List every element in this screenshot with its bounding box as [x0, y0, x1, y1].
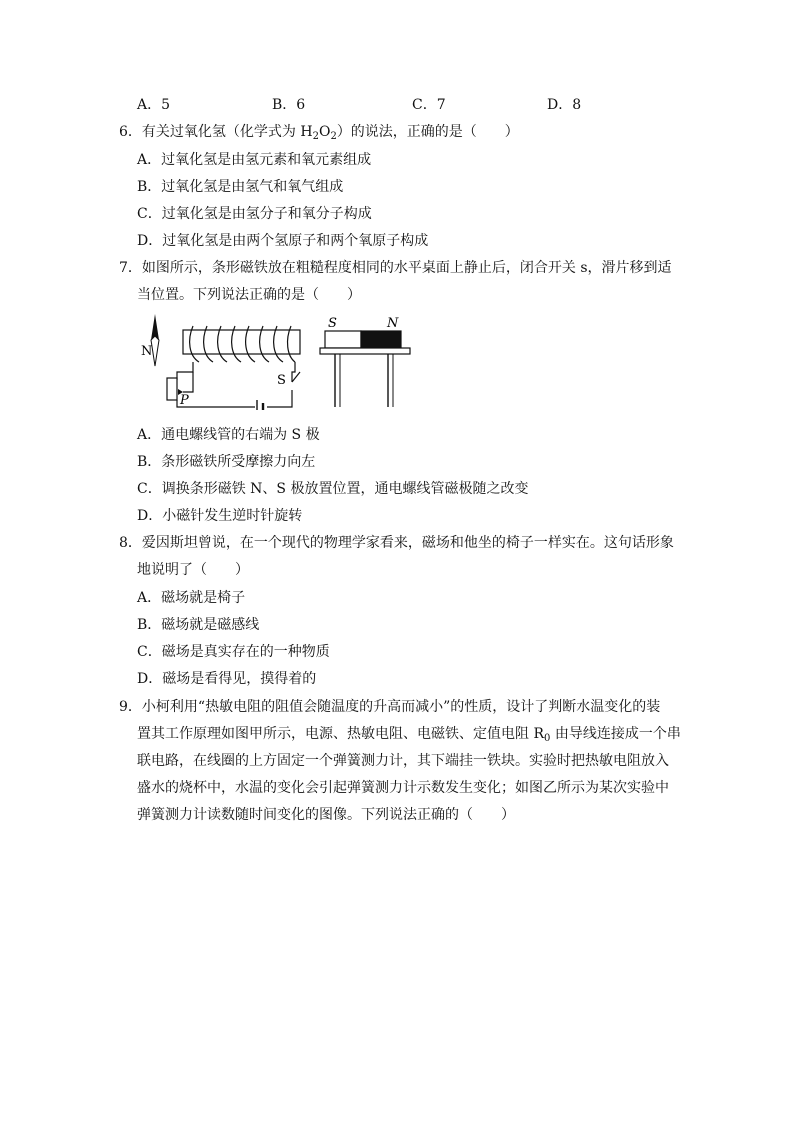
q6-stem-mid: O: [318, 124, 331, 140]
q7-option-a: A．通电螺线管的右端为 S 极: [137, 427, 320, 443]
magnet-label-right: N: [387, 316, 399, 331]
q9-stem-line5: 弹簧测力计读数随时间变化的图像。下列说法正确的（ ）: [137, 807, 515, 823]
q7-stem-line1: 7．如图所示，条形磁铁放在粗糙程度相同的水平桌面上静止后，闭合开关 s，滑片移到适: [119, 260, 672, 276]
q6-option-b: B．过氧化氢是由氢气和氧气组成: [137, 179, 344, 195]
magnet-south-half: [325, 331, 361, 348]
magnet-label-left: S: [328, 316, 337, 331]
q7-figure: [135, 310, 415, 410]
q6-option-d: D．过氧化氢是由两个氢原子和两个氧原子构成: [137, 233, 429, 249]
q8-stem-line1: 8．爱因斯坦曾说，在一个现代的物理学家看来，磁场和他坐的椅子一样实在。这句话形象: [119, 535, 674, 551]
q9-line2-before: 置其工作原理如图甲所示，电源、热敏电阻、电磁铁、定值电阻 R: [137, 726, 544, 742]
q8-option-c: C．磁场是真实存在的一种物质: [137, 644, 330, 660]
q9-line2-after: 由导线连接成一个串: [550, 726, 681, 742]
q6-sub2: 2: [330, 131, 337, 142]
q8-option-a: A．磁场就是椅子: [137, 590, 246, 606]
battery-icon: [257, 400, 263, 410]
q7-option-b: B．条形磁铁所受摩擦力向左: [137, 454, 316, 470]
q6-stem-before: 6．有关过氧化氢（化学式为 H: [119, 124, 313, 140]
switch-blade: [292, 372, 300, 382]
q5-option-d: D．8: [547, 97, 582, 113]
q9-stem-line4: 盛水的烧杯中，水温的变化会引起弹簧测力计示数发生变化；如图乙所示为某次实验中: [137, 780, 669, 796]
table-top: [320, 348, 410, 354]
magnet-north-half: [361, 331, 401, 348]
q9-stem-line1: 9．小柯利用“热敏电阻的阻值会随温度的升高而减小”的性质，设计了判断水温变化的装: [119, 699, 661, 715]
q6-stem-after: ）的说法，正确的是（ ）: [336, 124, 519, 140]
compass-label: N: [141, 344, 153, 359]
q5-option-c: C．7: [412, 97, 446, 113]
rheostat: [167, 378, 177, 400]
q6-option-a: A．过氧化氢是由氢元素和氧元素组成: [137, 152, 372, 168]
q6-option-c: C．过氧化氢是由氢分子和氧分子构成: [137, 206, 372, 222]
q9-stem-line2: [137, 724, 681, 744]
rheostat-label: P: [180, 393, 189, 408]
switch-label: S: [277, 373, 286, 388]
q9-stem-line3: 联电路，在线圈的上方固定一个弹簧测力计，其下端挂一铁块。实验时把热敏电阻放入: [137, 753, 669, 769]
q9-line2-sub: 0: [544, 733, 551, 744]
q7-option-c: C．调换条形磁铁 N、S 极放置位置，通电螺线管磁极随之改变: [137, 481, 529, 497]
q8-stem-line2: 地说明了（ ）: [137, 562, 249, 578]
q5-option-a: A．5: [137, 97, 171, 113]
q8-option-d: D．磁场是看得见，摸得着的: [137, 671, 317, 687]
q5-option-b: B．6: [272, 97, 306, 113]
solenoid-core: [183, 330, 300, 354]
q7-option-d: D．小磁针发生逆时针旋转: [137, 508, 303, 524]
q7-stem-line2: 当位置。下列说法正确的是（ ）: [137, 287, 361, 303]
q6-stem: [119, 122, 519, 142]
q8-option-b: B．磁场就是磁感线: [137, 617, 260, 633]
q6-sub1: 2: [312, 131, 319, 142]
